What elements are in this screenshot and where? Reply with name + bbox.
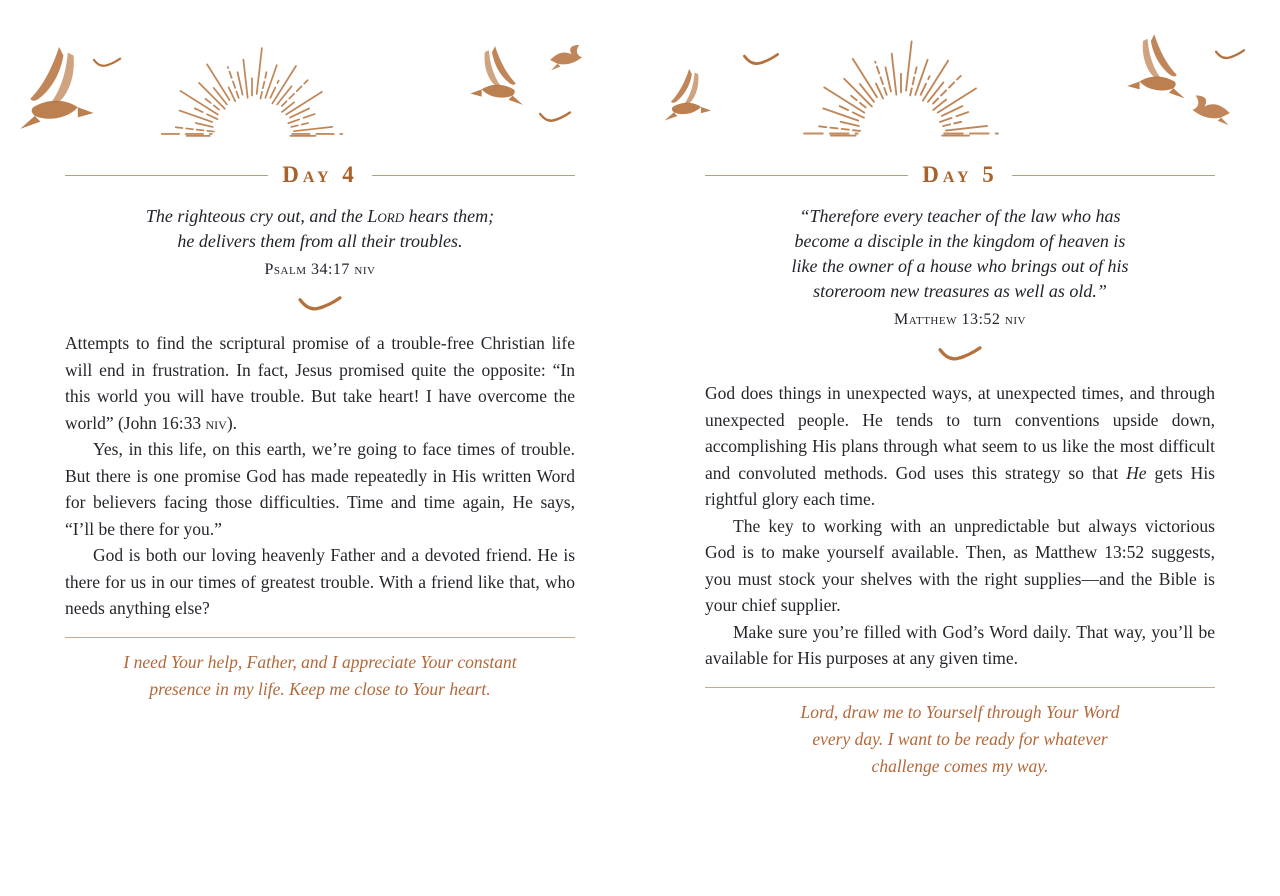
bird-silhouette-icon (1188, 94, 1232, 130)
verse-line: like the owner of a house who brings out of his (791, 256, 1129, 276)
paragraph (65, 330, 575, 436)
scripture-verse (705, 204, 1215, 304)
bird-divider-icon (937, 345, 983, 364)
day-heading-row (705, 162, 1215, 188)
page-content (65, 162, 575, 703)
paragraph-smallcaps-niv: niv (205, 412, 227, 433)
paragraph: The key to working with an unpredictable but always victorious God is to make yourself available. Then, as Matthew 13:52 suggests, you must stock your shelves with the right supplies—and the Bible is your chief supplier. (705, 515, 1215, 615)
paragraph (705, 380, 1215, 513)
heading-rule-left (65, 175, 268, 176)
paragraph-text: God does things in unexpected ways, at unexpected times, and through unexpected people. He tends to turn conventions upside down, accomplishing His plans through what seem to us like the most difficult and convoluted methods. God uses this strategy so that (705, 383, 1215, 483)
bird-silhouette-icon (92, 56, 122, 70)
devotional-body (705, 380, 1215, 672)
paragraph: God is both our loving heavenly Father and a devoted friend. He is there for us in our times of greatest trouble. With a friend like that, who needs anything else? (65, 545, 575, 618)
verse-smallcaps-lord: Lord (367, 206, 405, 226)
seagull-icon (1116, 20, 1188, 116)
header-artwork-left (0, 0, 640, 150)
paragraph: Make sure you’re filled with God’s Word daily. That way, you’ll be available for His purposes at any given time. (705, 621, 1215, 668)
verse-text: The righteous cry out, and the (145, 206, 368, 226)
verse-line (65, 204, 575, 229)
bird-silhouette-icon (1214, 48, 1246, 62)
scripture-reference: Matthew 13:52 niv (894, 311, 1026, 328)
heading-rule-right (1012, 175, 1215, 176)
bird-silhouette-icon (742, 52, 780, 68)
sunburst-icon (798, 14, 1004, 148)
paragraph-text: gets His rightful glory each time. (705, 462, 1215, 509)
verse-line: become a disciple in the kingdom of heaven is (794, 231, 1126, 251)
prayer-divider (65, 637, 575, 638)
prayer-text: Lord, draw me to Yourself through Your Word every day. I want to be ready for whatever challenge comes my way. (800, 701, 1120, 776)
paragraph: Yes, in this life, on this earth, we’re going to face times of trouble. But there is one promise God has made repeatedly in His written Word for believers facing those difficulties. Time and time again, He says, “I’ll be there for you.” (65, 439, 575, 539)
verse-line: he delivers them from all their troubles. (177, 231, 463, 251)
prayer-divider (705, 687, 1215, 688)
heading-rule-left (705, 175, 908, 176)
devotional-body (65, 330, 575, 622)
seagull-icon (460, 32, 526, 122)
bird-silhouette-icon (538, 110, 572, 125)
page-content (705, 162, 1215, 780)
day-title: Day 5 (922, 162, 998, 187)
heading-rule-right (372, 175, 575, 176)
paragraph-emphasis: He (1126, 462, 1147, 483)
header-artwork-right (640, 0, 1280, 150)
sunburst-icon (156, 22, 348, 148)
page-right (640, 0, 1280, 896)
scripture-verse (65, 204, 575, 254)
bird-divider-icon (297, 295, 343, 314)
paragraph-text: ). (226, 412, 238, 433)
prayer-text: I need Your help, Father, and I appreciate Your constant presence in my life. Keep me close to Your heart. (123, 651, 517, 699)
verse-line: storeroom new treasures as well as old.” (813, 281, 1107, 301)
paragraph-text: Attempts to find the scriptural promise of a trouble-free Christian life will end in frustration. In fact, Jesus promised quite the opposite: “In this world you will have trouble. But take heart! I have overcome the world” (John 16:33 (65, 333, 575, 433)
scripture-reference: Psalm 34:17 niv (264, 261, 376, 278)
verse-line: “Therefore every teacher of the law who has (799, 206, 1121, 226)
day-heading-row (65, 162, 575, 188)
verse-text: hears them; (404, 206, 495, 226)
day-title: Day 4 (282, 162, 358, 187)
seagull-icon (662, 50, 720, 142)
bird-silhouette-icon (548, 44, 586, 74)
